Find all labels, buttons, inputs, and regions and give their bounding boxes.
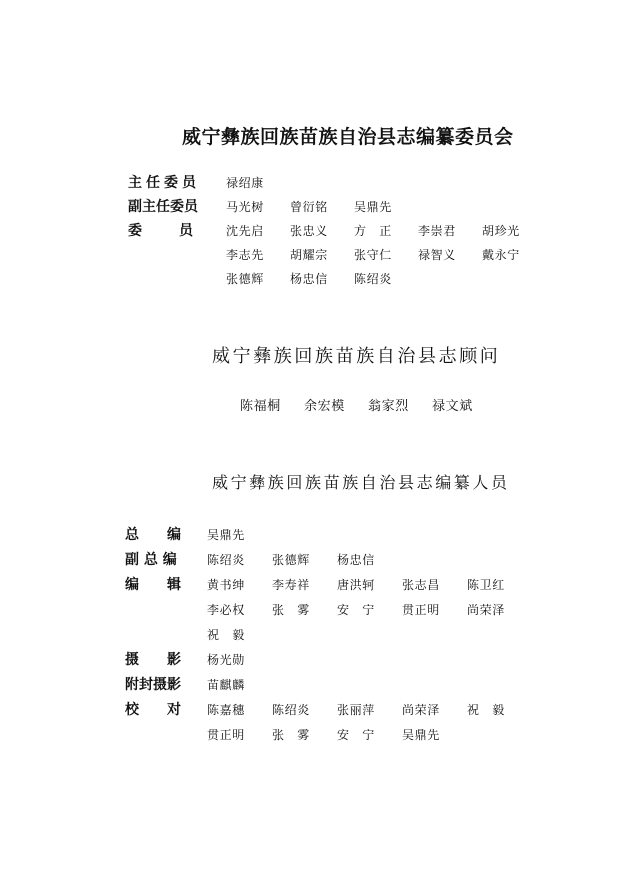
person-name: 戴永宁 xyxy=(482,248,520,262)
person-name: 贯正明 xyxy=(402,603,440,617)
editors-row-proofreading xyxy=(0,699,640,721)
role-label: 附封摄影 xyxy=(125,677,181,693)
person-name: 张守仁 xyxy=(354,248,392,262)
name-list xyxy=(226,268,418,290)
name-list xyxy=(207,649,272,671)
person-name: 张 雾 xyxy=(272,603,310,617)
person-name: 吴鼎先 xyxy=(354,200,392,214)
person-name: 张忠义 xyxy=(290,224,328,238)
person-name: 杨光勋 xyxy=(207,653,245,667)
person-name: 安 宁 xyxy=(337,603,375,617)
person-name: 胡耀宗 xyxy=(290,248,328,262)
role-label: 主任委员 xyxy=(128,175,200,191)
advisors-list xyxy=(240,396,496,418)
name-list xyxy=(207,674,272,696)
person-name: 张德辉 xyxy=(226,272,264,286)
editors-row-photography xyxy=(0,649,640,671)
person-name: 杨忠信 xyxy=(337,553,375,567)
person-name: 陈绍炎 xyxy=(272,703,310,717)
person-name: 张德辉 xyxy=(272,553,310,567)
person-name: 吴鼎先 xyxy=(402,728,440,742)
person-name: 尚荣泽 xyxy=(402,703,440,717)
committee-row-director xyxy=(0,172,640,194)
person-name: 陈绍炎 xyxy=(354,272,392,286)
role-label: 副 总 编 xyxy=(125,552,177,568)
advisor-name: 翁家烈 xyxy=(368,399,409,414)
name-list xyxy=(207,599,532,621)
editors-row-editors xyxy=(0,574,640,596)
name-list xyxy=(226,220,546,242)
person-name: 禄绍康 xyxy=(226,176,264,190)
person-name: 吴鼎先 xyxy=(207,528,245,542)
person-name: 唐洪轲 xyxy=(337,578,375,592)
name-list xyxy=(226,196,418,218)
person-name: 陈绍炎 xyxy=(207,553,245,567)
person-name: 黄书绅 xyxy=(207,578,245,592)
person-name: 贯正明 xyxy=(207,728,245,742)
role-label: 委 员 xyxy=(128,223,196,239)
person-name: 祝 毅 xyxy=(207,628,245,642)
name-list xyxy=(207,724,467,746)
name-list xyxy=(207,549,402,571)
person-name: 张丽萍 xyxy=(337,703,375,717)
person-name: 方 正 xyxy=(354,224,392,238)
committee-row-deputy-director xyxy=(0,196,640,218)
name-list xyxy=(207,699,532,721)
role-label: 总 编 xyxy=(125,527,181,543)
advisors-title: 威宁彝族回族苗族自治县志顾问 xyxy=(212,346,501,367)
editors-row-editors-cont-1 xyxy=(0,599,640,621)
editors-row-editors-cont-2 xyxy=(0,624,640,646)
role-label: 摄 影 xyxy=(125,652,181,668)
editors-row-cover-photography xyxy=(0,674,640,696)
person-name: 禄智义 xyxy=(418,248,456,262)
person-name: 胡珍光 xyxy=(482,224,520,238)
name-list xyxy=(207,574,532,596)
editors-row-deputy-chief-editor xyxy=(0,549,640,571)
person-name: 安 宁 xyxy=(337,728,375,742)
role-label: 副主任委员 xyxy=(128,199,198,215)
editors-row-chief-editor xyxy=(0,524,640,546)
person-name: 李必权 xyxy=(207,603,245,617)
committee-row-members-cont-2 xyxy=(0,268,640,290)
person-name: 尚荣泽 xyxy=(467,603,505,617)
person-name: 陈卫红 xyxy=(467,578,505,592)
name-list xyxy=(226,244,546,266)
advisor-name: 余宏模 xyxy=(304,399,345,414)
person-name: 沈先启 xyxy=(226,224,264,238)
person-name: 李崇君 xyxy=(418,224,456,238)
person-name: 祝 毅 xyxy=(467,703,505,717)
name-list xyxy=(207,624,272,646)
advisor-name: 陈福桐 xyxy=(240,399,281,414)
person-name: 苗麒麟 xyxy=(207,678,245,692)
person-name: 李寿祥 xyxy=(272,578,310,592)
editors-row-proofreading-cont xyxy=(0,724,640,746)
committee-row-members xyxy=(0,220,640,242)
editors-title: 威宁彝族回族苗族自治县志编纂人员 xyxy=(212,473,510,492)
name-list xyxy=(207,524,272,546)
role-label: 校 对 xyxy=(125,702,181,718)
name-list xyxy=(226,172,290,194)
person-name: 马光树 xyxy=(226,200,264,214)
person-name: 李志先 xyxy=(226,248,264,262)
person-name: 张 雾 xyxy=(272,728,310,742)
person-name: 杨忠信 xyxy=(290,272,328,286)
person-name: 张志昌 xyxy=(402,578,440,592)
committee-title: 威宁彝族回族苗族自治县志编纂委员会 xyxy=(182,126,514,148)
role-label: 编 辑 xyxy=(125,577,181,593)
person-name: 陈嘉穗 xyxy=(207,703,245,717)
person-name: 曾衍铭 xyxy=(290,200,328,214)
advisor-name: 禄文斌 xyxy=(432,399,473,414)
committee-row-members-cont-1 xyxy=(0,244,640,266)
